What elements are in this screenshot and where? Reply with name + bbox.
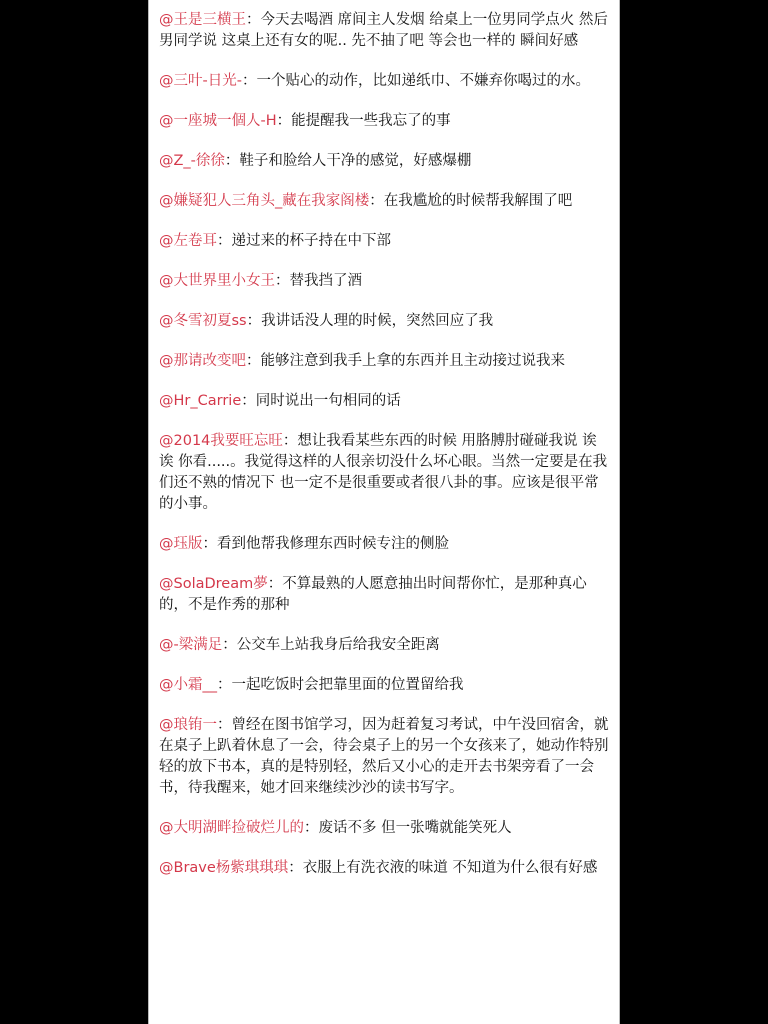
comment-entry: [159, 431, 611, 515]
username-link[interactable]: @2014我要旺忘旺: [159, 433, 283, 449]
comment-text: 能提醒我一些我忘了的事: [291, 113, 451, 129]
username-link[interactable]: @冬雪初夏ss: [159, 313, 247, 329]
username-link[interactable]: @王是三横王: [159, 12, 246, 28]
comment-entry: [159, 151, 611, 172]
comment-text: 一起吃饭时会把靠里面的位置留给我: [231, 677, 464, 693]
separator: ：: [246, 313, 262, 329]
post-page: [148, 0, 620, 1024]
separator: ：: [246, 353, 261, 369]
username-link[interactable]: @大明湖畔捡破烂儿的: [159, 820, 304, 836]
separator: ：: [241, 73, 257, 89]
comment-text: 今天去喝酒 席间主人发烟 给桌上一位男同学点火 然后男同学说 这桌上还有女的呢.. 先不抽了吧 等会也一样的 瞬间好感: [159, 12, 608, 49]
comment-text: 在我尴尬的时候帮我解围了吧: [383, 193, 573, 209]
comment-text: 不算最熟的人愿意抽出时间帮你忙，是那种真心的，不是作秀的那种: [159, 576, 587, 613]
username-link[interactable]: @嫌疑犯人三角头_藏在我家阁楼: [159, 193, 370, 209]
comment-entry: [159, 635, 611, 656]
username-link[interactable]: @左卷耳: [159, 233, 217, 249]
username-link[interactable]: @-梁满足: [159, 637, 223, 653]
username-link[interactable]: @Z_-徐徐: [159, 153, 225, 169]
comment-text: 鞋子和脸给人干净的感觉，好感爆棚: [239, 153, 472, 169]
separator: ：: [275, 273, 290, 289]
comment-text: 能够注意到我手上拿的东西并且主动接过说我来: [260, 353, 565, 369]
separator: ：: [369, 193, 384, 209]
separator: ：: [241, 393, 256, 409]
comment-entry: [159, 715, 611, 799]
username-link[interactable]: @那请改变吧: [159, 353, 246, 369]
username-link[interactable]: @珏版: [159, 536, 203, 552]
username-link[interactable]: @小霜__: [159, 677, 217, 693]
comment-text: 一个贴心的动作，比如递纸巾、不嫌弃你喝过的水。: [256, 73, 590, 89]
comment-entry: [159, 351, 611, 372]
comment-list: [149, 0, 619, 879]
separator: ：: [282, 433, 298, 449]
comment-entry: [159, 534, 611, 555]
username-link[interactable]: @一座城一個人-H: [159, 113, 277, 129]
comment-text: 递过来的杯子持在中下部: [231, 233, 391, 249]
comment-entry: [159, 271, 611, 292]
separator: ：: [304, 820, 319, 836]
comment-text: 衣服上有洗衣液的味道 不知道为什么很有好感: [302, 860, 598, 876]
username-link[interactable]: @三叶-日光-: [159, 73, 242, 89]
comment-text: 废话不多 但一张嘴就能笑死人: [318, 820, 512, 836]
comment-text: 同时说出一句相同的话: [255, 393, 401, 409]
separator: ：: [276, 113, 292, 129]
comment-entry: [159, 10, 611, 52]
comment-text: 曾经在图书馆学习，因为赶着复习考试，中午没回宿舍，就在桌子上趴着休息了一会，待会桌子上的另一个女孩来了，她动作特别轻的放下书本，真的是特别轻，然后又小心的走开去书架旁看了一会书，待我醒来，她才回来继续沙沙的读书写字。: [159, 717, 609, 796]
comment-entry: [159, 391, 611, 412]
comment-text: 公交车上站我身后给我安全距离: [236, 637, 440, 653]
separator: ：: [217, 233, 232, 249]
comment-entry: [159, 191, 611, 212]
separator: ：: [224, 153, 240, 169]
username-link[interactable]: @大世界里小女王: [159, 273, 275, 289]
comment-entry: [159, 818, 611, 839]
separator: ：: [222, 637, 237, 653]
comment-entry: [159, 311, 611, 332]
separator: ：: [288, 860, 303, 876]
comment-entry: [159, 231, 611, 252]
comment-entry: [159, 574, 611, 616]
separator: ：: [267, 576, 283, 592]
separator: ：: [202, 536, 217, 552]
username-link[interactable]: @Brave杨紫琪琪琪: [159, 860, 289, 876]
comment-entry: [159, 111, 611, 132]
username-link[interactable]: @SolaDream夢: [159, 576, 268, 592]
separator: ：: [217, 677, 232, 693]
comment-text: 想让我看某些东西的时候 用胳膊肘碰碰我说 诶诶 你看.....。我觉得这样的人很亲切没什么坏心眼。当然一定要是在我们还不熟的情况下 也一定不是很重要或者很八卦的事。应该是很平常的小事。: [159, 433, 608, 512]
username-link[interactable]: @Hr_Carrie: [159, 393, 242, 409]
separator: ：: [246, 12, 261, 28]
comment-entry: [159, 71, 611, 92]
separator: ：: [217, 717, 232, 733]
comment-text: 替我挡了酒: [289, 273, 362, 289]
comment-entry: [159, 858, 611, 879]
comment-entry: [159, 675, 611, 696]
comment-text: 看到他帮我修理东西时候专注的侧脸: [217, 536, 449, 552]
comment-text: 我讲话没人理的时候，突然回应了我: [261, 313, 494, 329]
username-link[interactable]: @琅铕一: [159, 717, 217, 733]
